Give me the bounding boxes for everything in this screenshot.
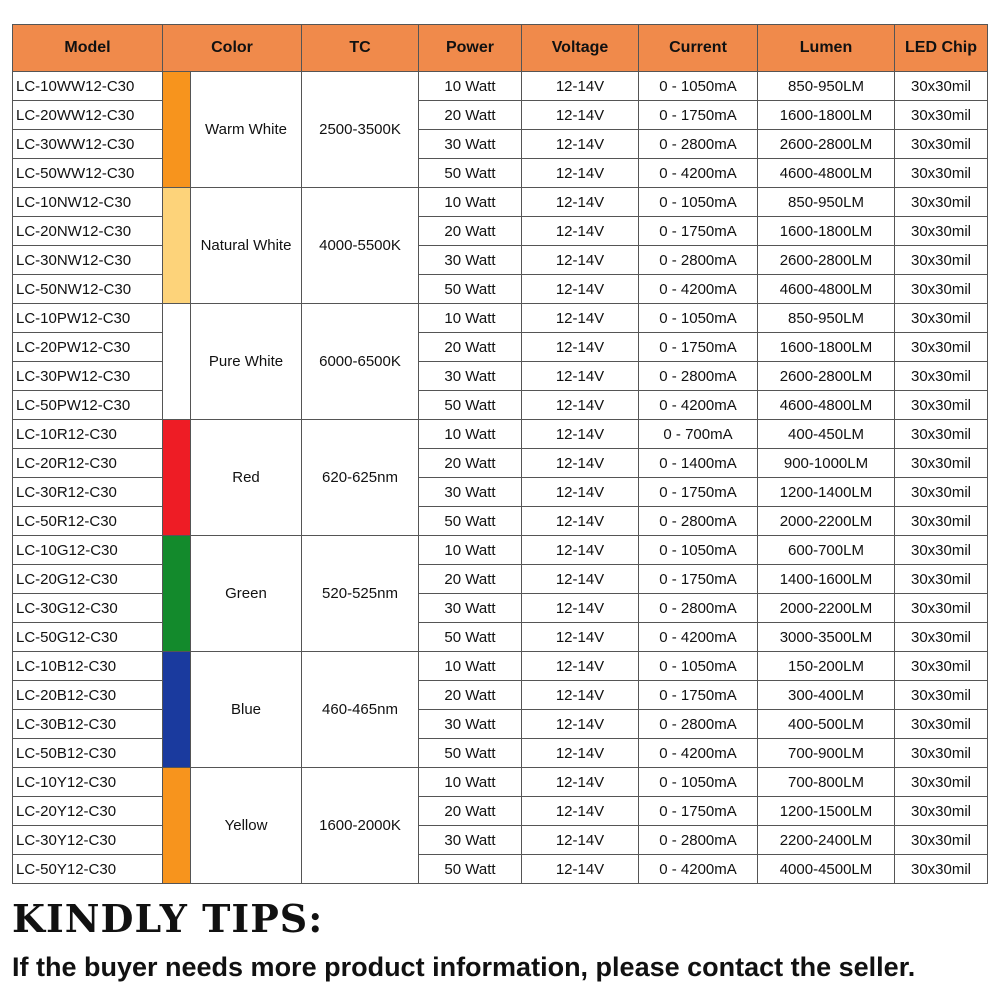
color-name-cell: Red: [191, 420, 302, 536]
voltage-cell: 12-14V: [522, 101, 639, 130]
lumen-cell: 1400-1600LM: [758, 565, 895, 594]
voltage-cell: 12-14V: [522, 797, 639, 826]
led-chip-cell: 30x30mil: [895, 855, 988, 884]
color-name-cell: Yellow: [191, 768, 302, 884]
lumen-cell: 4600-4800LM: [758, 159, 895, 188]
model-cell: LC-30NW12-C30: [13, 246, 163, 275]
voltage-cell: 12-14V: [522, 449, 639, 478]
voltage-cell: 12-14V: [522, 304, 639, 333]
power-cell: 20 Watt: [419, 797, 522, 826]
power-cell: 10 Watt: [419, 536, 522, 565]
power-cell: 10 Watt: [419, 304, 522, 333]
table-row: [13, 275, 988, 304]
voltage-cell: 12-14V: [522, 768, 639, 797]
table-row: [13, 130, 988, 159]
lumen-cell: 4600-4800LM: [758, 275, 895, 304]
current-cell: 0 - 2800mA: [639, 130, 758, 159]
lumen-cell: 700-900LM: [758, 739, 895, 768]
voltage-cell: 12-14V: [522, 681, 639, 710]
led-chip-cell: 30x30mil: [895, 304, 988, 333]
voltage-cell: 12-14V: [522, 594, 639, 623]
led-chip-cell: 30x30mil: [895, 768, 988, 797]
current-cell: 0 - 2800mA: [639, 246, 758, 275]
header-lumen: Lumen: [758, 25, 895, 72]
voltage-cell: 12-14V: [522, 159, 639, 188]
table-row: [13, 710, 988, 739]
table-row: [13, 72, 988, 101]
power-cell: 30 Watt: [419, 478, 522, 507]
voltage-cell: 12-14V: [522, 217, 639, 246]
model-cell: LC-20Y12-C30: [13, 797, 163, 826]
color-name-cell: Green: [191, 536, 302, 652]
table-row: [13, 507, 988, 536]
model-cell: LC-30G12-C30: [13, 594, 163, 623]
voltage-cell: 12-14V: [522, 507, 639, 536]
lumen-cell: 850-950LM: [758, 72, 895, 101]
power-cell: 10 Watt: [419, 652, 522, 681]
current-cell: 0 - 1750mA: [639, 681, 758, 710]
voltage-cell: 12-14V: [522, 420, 639, 449]
color-swatch: [163, 768, 191, 884]
lumen-cell: 600-700LM: [758, 536, 895, 565]
lumen-cell: 2600-2800LM: [758, 246, 895, 275]
voltage-cell: 12-14V: [522, 72, 639, 101]
table-row: [13, 652, 988, 681]
voltage-cell: 12-14V: [522, 536, 639, 565]
power-cell: 50 Watt: [419, 507, 522, 536]
voltage-cell: 12-14V: [522, 391, 639, 420]
header-color: Color: [163, 25, 302, 72]
model-cell: LC-10PW12-C30: [13, 304, 163, 333]
led-chip-cell: 30x30mil: [895, 188, 988, 217]
table-row: [13, 594, 988, 623]
power-cell: 30 Watt: [419, 130, 522, 159]
lumen-cell: 400-500LM: [758, 710, 895, 739]
led-chip-cell: 30x30mil: [895, 391, 988, 420]
header-voltage: Voltage: [522, 25, 639, 72]
table-row: [13, 246, 988, 275]
color-swatch: [163, 652, 191, 768]
model-cell: LC-50Y12-C30: [13, 855, 163, 884]
lumen-cell: 850-950LM: [758, 304, 895, 333]
led-chip-cell: 30x30mil: [895, 739, 988, 768]
color-name-cell: Blue: [191, 652, 302, 768]
power-cell: 20 Watt: [419, 101, 522, 130]
current-cell: 0 - 1050mA: [639, 304, 758, 333]
table-row: [13, 449, 988, 478]
voltage-cell: 12-14V: [522, 275, 639, 304]
led-chip-cell: 30x30mil: [895, 536, 988, 565]
voltage-cell: 12-14V: [522, 565, 639, 594]
table-row: [13, 681, 988, 710]
table-row: [13, 739, 988, 768]
current-cell: 0 - 1750mA: [639, 333, 758, 362]
table-row: [13, 304, 988, 333]
power-cell: 50 Watt: [419, 159, 522, 188]
lumen-cell: 2600-2800LM: [758, 130, 895, 159]
model-cell: LC-10Y12-C30: [13, 768, 163, 797]
table-row: [13, 188, 988, 217]
model-cell: LC-30Y12-C30: [13, 826, 163, 855]
tc-cell: 4000-5500K: [302, 188, 419, 304]
model-cell: LC-20NW12-C30: [13, 217, 163, 246]
led-chip-cell: 30x30mil: [895, 507, 988, 536]
lumen-cell: 2000-2200LM: [758, 507, 895, 536]
led-chip-cell: 30x30mil: [895, 797, 988, 826]
current-cell: 0 - 1050mA: [639, 768, 758, 797]
table-row: [13, 159, 988, 188]
current-cell: 0 - 1750mA: [639, 565, 758, 594]
lumen-cell: 2600-2800LM: [758, 362, 895, 391]
model-cell: LC-20B12-C30: [13, 681, 163, 710]
power-cell: 10 Watt: [419, 420, 522, 449]
header-power: Power: [419, 25, 522, 72]
current-cell: 0 - 2800mA: [639, 362, 758, 391]
model-cell: LC-30R12-C30: [13, 478, 163, 507]
power-cell: 10 Watt: [419, 188, 522, 217]
led-chip-cell: 30x30mil: [895, 246, 988, 275]
model-cell: LC-20PW12-C30: [13, 333, 163, 362]
led-chip-cell: 30x30mil: [895, 130, 988, 159]
table-row: [13, 217, 988, 246]
header-led-chip: LED Chip: [895, 25, 988, 72]
power-cell: 50 Watt: [419, 391, 522, 420]
current-cell: 0 - 4200mA: [639, 159, 758, 188]
table-row: [13, 855, 988, 884]
led-chip-cell: 30x30mil: [895, 478, 988, 507]
lumen-cell: 1600-1800LM: [758, 217, 895, 246]
led-chip-cell: 30x30mil: [895, 275, 988, 304]
led-chip-cell: 30x30mil: [895, 623, 988, 652]
table-row: [13, 362, 988, 391]
color-swatch: [163, 420, 191, 536]
current-cell: 0 - 4200mA: [639, 855, 758, 884]
voltage-cell: 12-14V: [522, 362, 639, 391]
lumen-cell: 4000-4500LM: [758, 855, 895, 884]
power-cell: 30 Watt: [419, 246, 522, 275]
led-chip-cell: 30x30mil: [895, 101, 988, 130]
tc-cell: 520-525nm: [302, 536, 419, 652]
lumen-cell: 2200-2400LM: [758, 826, 895, 855]
current-cell: 0 - 2800mA: [639, 507, 758, 536]
led-chip-cell: 30x30mil: [895, 333, 988, 362]
model-cell: LC-10R12-C30: [13, 420, 163, 449]
model-cell: LC-50WW12-C30: [13, 159, 163, 188]
lumen-cell: 300-400LM: [758, 681, 895, 710]
table-row: [13, 536, 988, 565]
tips-title: KINDLY TIPS:: [12, 896, 324, 941]
model-cell: LC-50NW12-C30: [13, 275, 163, 304]
header-row: [13, 25, 988, 72]
model-cell: LC-30PW12-C30: [13, 362, 163, 391]
current-cell: 0 - 2800mA: [639, 826, 758, 855]
current-cell: 0 - 1750mA: [639, 217, 758, 246]
tc-cell: 2500-3500K: [302, 72, 419, 188]
header-model: Model: [13, 25, 163, 72]
power-cell: 20 Watt: [419, 681, 522, 710]
power-cell: 50 Watt: [419, 623, 522, 652]
table-row: [13, 101, 988, 130]
power-cell: 20 Watt: [419, 565, 522, 594]
power-cell: 50 Watt: [419, 739, 522, 768]
model-cell: LC-10NW12-C30: [13, 188, 163, 217]
led-chip-cell: 30x30mil: [895, 652, 988, 681]
lumen-cell: 700-800LM: [758, 768, 895, 797]
current-cell: 0 - 4200mA: [639, 739, 758, 768]
table-row: [13, 797, 988, 826]
lumen-cell: 1600-1800LM: [758, 333, 895, 362]
current-cell: 0 - 700mA: [639, 420, 758, 449]
spec-table: [12, 24, 988, 884]
led-chip-cell: 30x30mil: [895, 710, 988, 739]
led-chip-cell: 30x30mil: [895, 594, 988, 623]
color-name-cell: Warm White: [191, 72, 302, 188]
current-cell: 0 - 1750mA: [639, 478, 758, 507]
table-row: [13, 623, 988, 652]
color-swatch: [163, 304, 191, 420]
voltage-cell: 12-14V: [522, 652, 639, 681]
model-cell: LC-10G12-C30: [13, 536, 163, 565]
lumen-cell: 3000-3500LM: [758, 623, 895, 652]
table-row: [13, 478, 988, 507]
power-cell: 10 Watt: [419, 768, 522, 797]
model-cell: LC-50B12-C30: [13, 739, 163, 768]
current-cell: 0 - 2800mA: [639, 710, 758, 739]
current-cell: 0 - 2800mA: [639, 594, 758, 623]
model-cell: LC-20WW12-C30: [13, 101, 163, 130]
lumen-cell: 4600-4800LM: [758, 391, 895, 420]
table-row: [13, 333, 988, 362]
model-cell: LC-20G12-C30: [13, 565, 163, 594]
led-chip-cell: 30x30mil: [895, 826, 988, 855]
color-swatch: [163, 188, 191, 304]
model-cell: LC-10B12-C30: [13, 652, 163, 681]
tips-text: If the buyer needs more product information, please contact the seller.: [12, 952, 916, 982]
current-cell: 0 - 1050mA: [639, 72, 758, 101]
current-cell: 0 - 1400mA: [639, 449, 758, 478]
header-current: Current: [639, 25, 758, 72]
voltage-cell: 12-14V: [522, 710, 639, 739]
lumen-cell: 150-200LM: [758, 652, 895, 681]
model-cell: LC-10WW12-C30: [13, 72, 163, 101]
color-swatch: [163, 72, 191, 188]
voltage-cell: 12-14V: [522, 855, 639, 884]
power-cell: 50 Watt: [419, 855, 522, 884]
power-cell: 30 Watt: [419, 710, 522, 739]
table-row: [13, 768, 988, 797]
model-cell: LC-50PW12-C30: [13, 391, 163, 420]
tc-cell: 1600-2000K: [302, 768, 419, 884]
table-body: [13, 72, 988, 884]
header-tc: TC: [302, 25, 419, 72]
led-chip-cell: 30x30mil: [895, 681, 988, 710]
lumen-cell: 2000-2200LM: [758, 594, 895, 623]
power-cell: 20 Watt: [419, 217, 522, 246]
model-cell: LC-50R12-C30: [13, 507, 163, 536]
led-chip-cell: 30x30mil: [895, 159, 988, 188]
lumen-cell: 1200-1400LM: [758, 478, 895, 507]
voltage-cell: 12-14V: [522, 130, 639, 159]
color-swatch: [163, 536, 191, 652]
current-cell: 0 - 4200mA: [639, 623, 758, 652]
model-cell: LC-50G12-C30: [13, 623, 163, 652]
voltage-cell: 12-14V: [522, 826, 639, 855]
color-name-cell: Pure White: [191, 304, 302, 420]
current-cell: 0 - 1050mA: [639, 536, 758, 565]
model-cell: LC-20R12-C30: [13, 449, 163, 478]
power-cell: 20 Watt: [419, 333, 522, 362]
table-row: [13, 391, 988, 420]
tc-cell: 460-465nm: [302, 652, 419, 768]
power-cell: 20 Watt: [419, 449, 522, 478]
lumen-cell: 900-1000LM: [758, 449, 895, 478]
table-row: [13, 420, 988, 449]
led-chip-cell: 30x30mil: [895, 217, 988, 246]
current-cell: 0 - 1050mA: [639, 188, 758, 217]
voltage-cell: 12-14V: [522, 333, 639, 362]
lumen-cell: 1600-1800LM: [758, 101, 895, 130]
model-cell: LC-30WW12-C30: [13, 130, 163, 159]
power-cell: 30 Watt: [419, 594, 522, 623]
led-chip-cell: 30x30mil: [895, 72, 988, 101]
led-chip-cell: 30x30mil: [895, 449, 988, 478]
power-cell: 50 Watt: [419, 275, 522, 304]
current-cell: 0 - 1050mA: [639, 652, 758, 681]
led-chip-cell: 30x30mil: [895, 362, 988, 391]
color-name-cell: Natural White: [191, 188, 302, 304]
power-cell: 30 Watt: [419, 826, 522, 855]
led-chip-cell: 30x30mil: [895, 420, 988, 449]
current-cell: 0 - 4200mA: [639, 275, 758, 304]
voltage-cell: 12-14V: [522, 478, 639, 507]
tc-cell: 6000-6500K: [302, 304, 419, 420]
voltage-cell: 12-14V: [522, 246, 639, 275]
voltage-cell: 12-14V: [522, 739, 639, 768]
lumen-cell: 850-950LM: [758, 188, 895, 217]
voltage-cell: 12-14V: [522, 623, 639, 652]
current-cell: 0 - 1750mA: [639, 797, 758, 826]
tc-cell: 620-625nm: [302, 420, 419, 536]
power-cell: 30 Watt: [419, 362, 522, 391]
led-chip-cell: 30x30mil: [895, 565, 988, 594]
voltage-cell: 12-14V: [522, 188, 639, 217]
lumen-cell: 1200-1500LM: [758, 797, 895, 826]
lumen-cell: 400-450LM: [758, 420, 895, 449]
current-cell: 0 - 4200mA: [639, 391, 758, 420]
table-row: [13, 565, 988, 594]
model-cell: LC-30B12-C30: [13, 710, 163, 739]
table-row: [13, 826, 988, 855]
current-cell: 0 - 1750mA: [639, 101, 758, 130]
power-cell: 10 Watt: [419, 72, 522, 101]
